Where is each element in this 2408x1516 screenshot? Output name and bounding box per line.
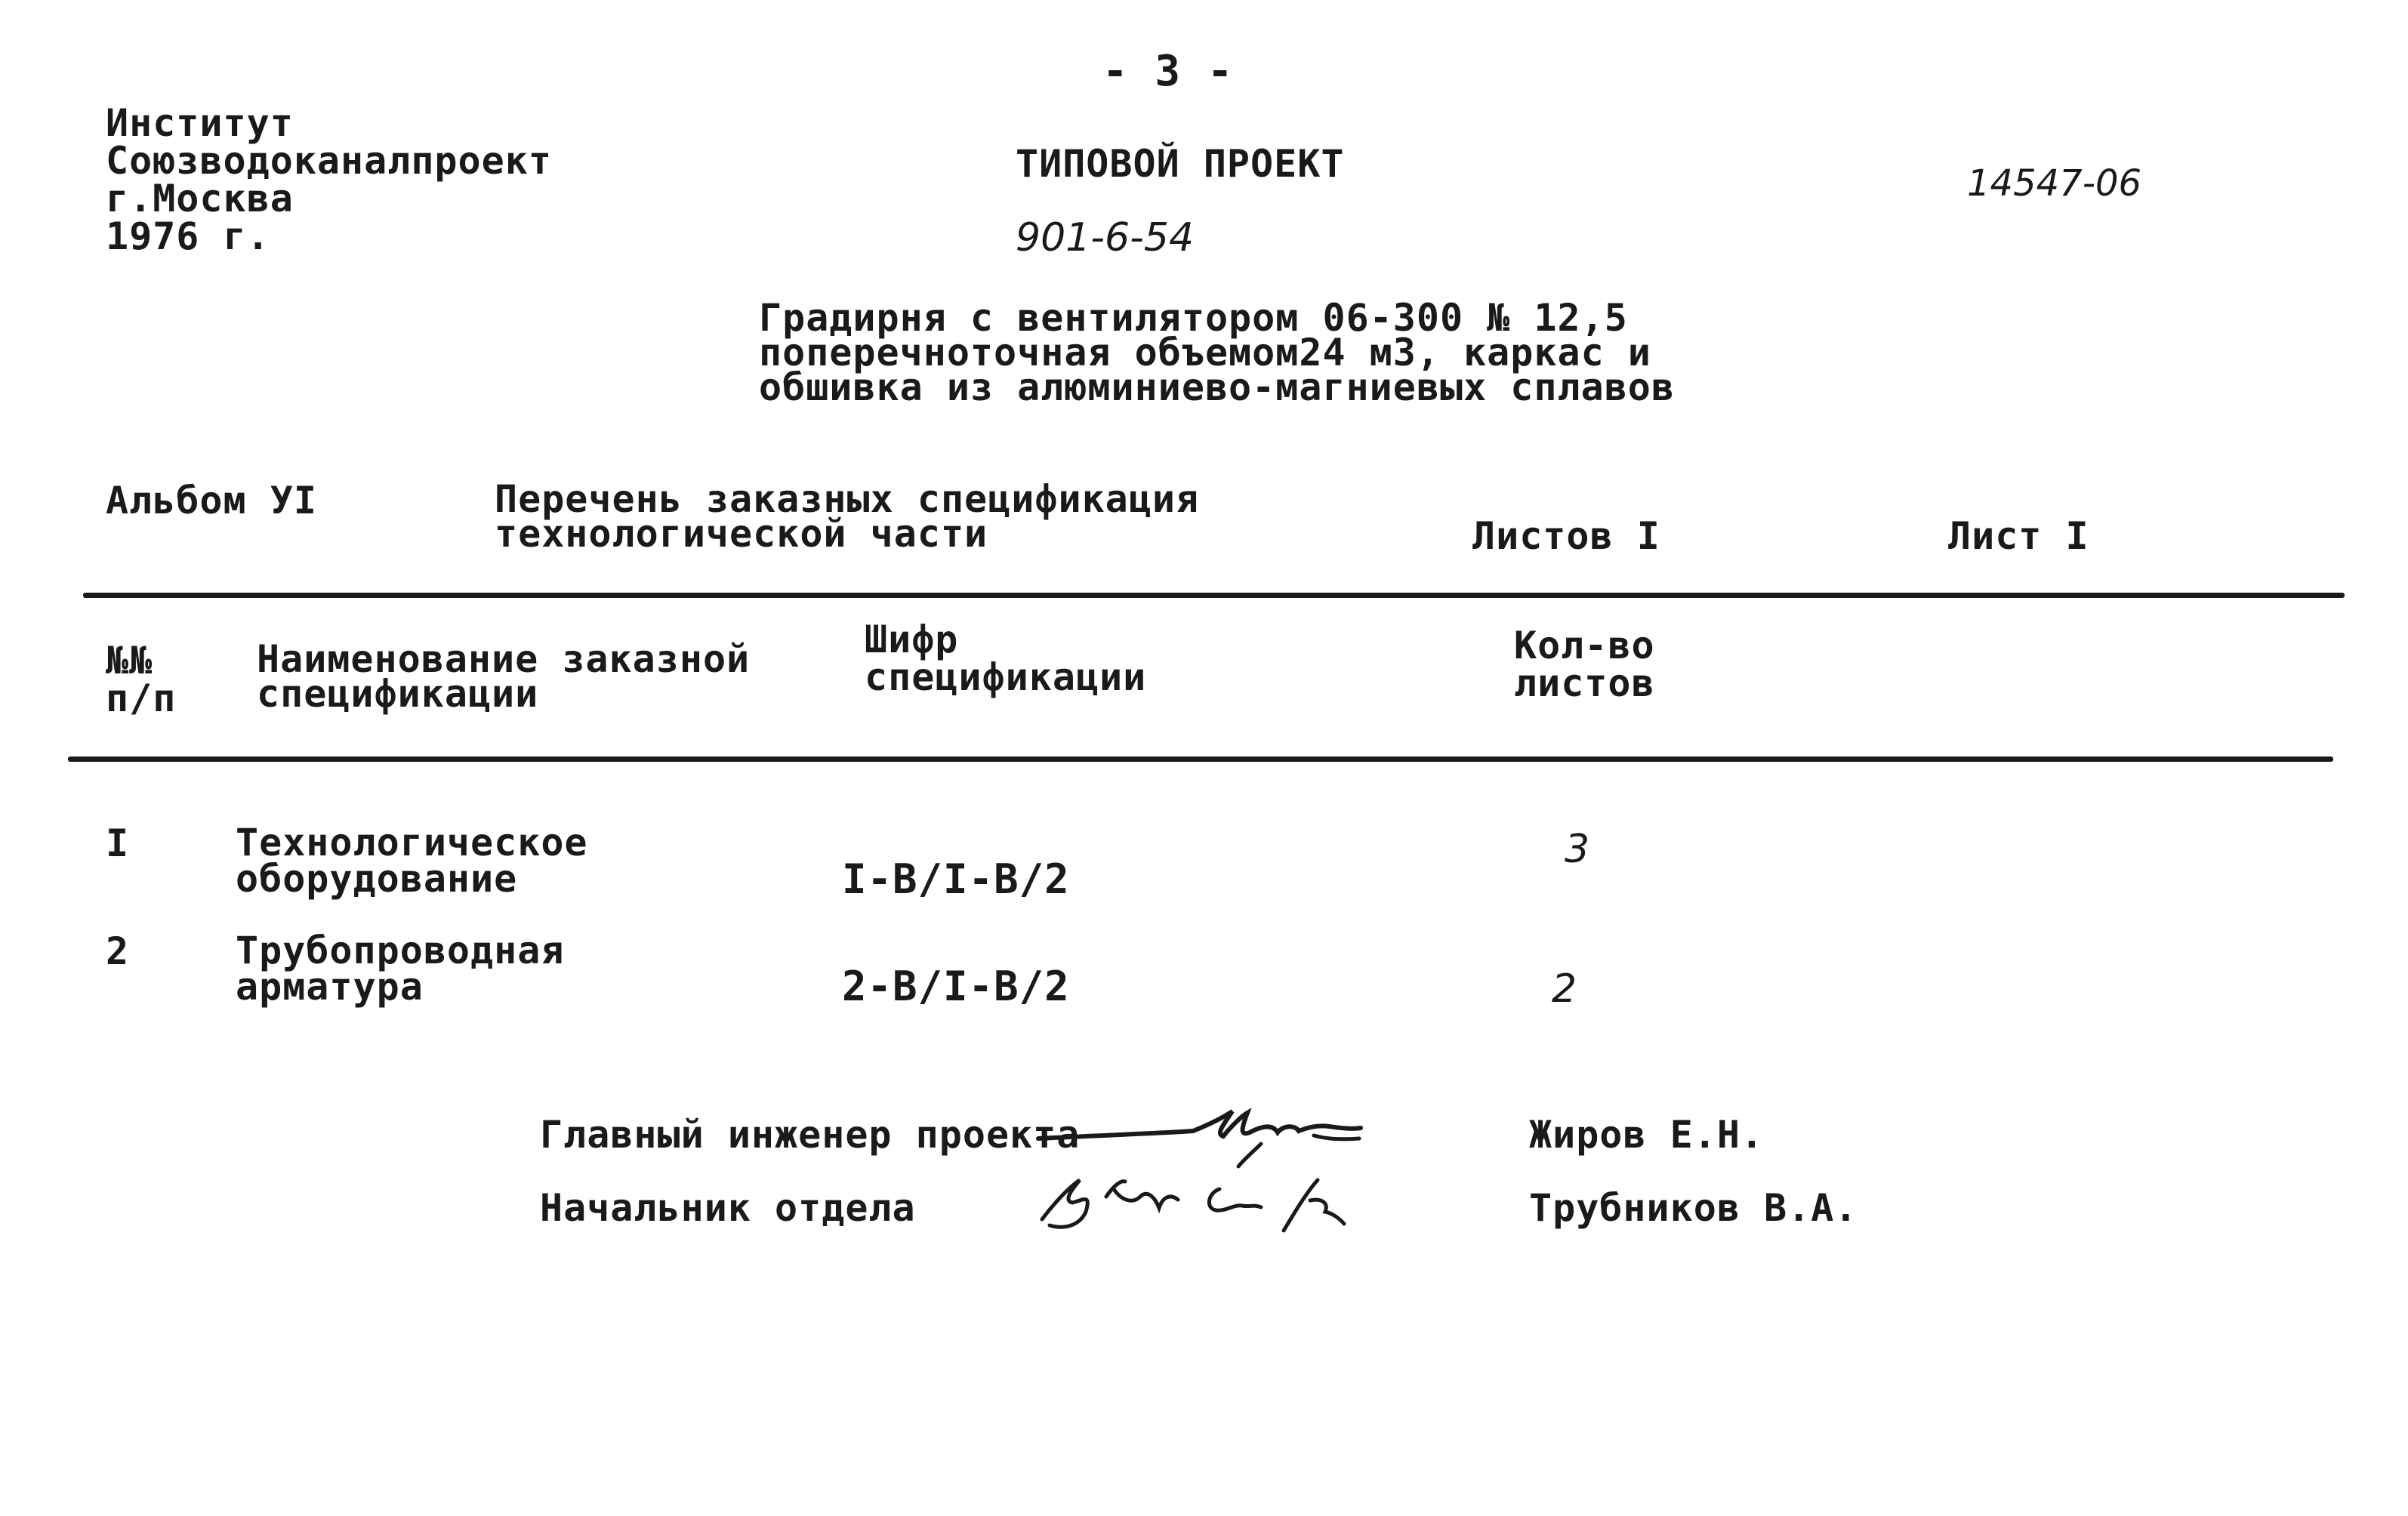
album-subject-line-2: технологической части (495, 512, 988, 556)
header-code (865, 618, 1147, 699)
sheet-number: Лист I (1948, 514, 2089, 558)
project-number: 901-6-54 (1016, 215, 1195, 260)
signature-name-chief-engineer: Жиров Е.Н. (1529, 1113, 1765, 1157)
row-2-count: 2 (1552, 966, 1577, 1012)
page-number: - 3 - (1102, 47, 1234, 96)
row-1-code: I-В/I-В/2 (842, 855, 1070, 903)
institute-block (106, 101, 552, 258)
project-label: ТИПОВОЙ ПРОЕКТ (1016, 142, 1345, 186)
sheets-total: Листов I (1472, 514, 1660, 558)
header-number-line-2: п/п (106, 676, 177, 720)
table-top-rule (83, 593, 2345, 598)
institute-line-4: 1976 г. (106, 214, 270, 258)
album-subject-line-1: Перечень заказных спецификация (495, 477, 1200, 521)
row-2-name-line-2: арматура (236, 965, 424, 1009)
row-2-name (236, 929, 565, 1009)
row-1-name-line-2: оборудование (236, 857, 518, 901)
archive-number: 14547-06 (1967, 162, 2142, 205)
header-count-line-2: листов (1514, 661, 1655, 705)
institute-line-3: г.Москва (106, 177, 294, 220)
row-2-name-line-1: Трубопроводная (236, 929, 565, 972)
institute-line-2: Союзводоканалпроект (106, 139, 552, 183)
signature-chief-engineer (1034, 1102, 1367, 1170)
signature-name-department-head: Трубников В.А. (1529, 1186, 1858, 1230)
album-subject (495, 477, 1200, 556)
title-line-1: Градирня с вентилятором 06-300 № 12,5 (759, 296, 1628, 340)
signature-role-department-head: Начальник отдела (540, 1186, 916, 1230)
header-name-line-2: спецификации (257, 672, 539, 716)
document-title (759, 296, 1675, 409)
signature-department-head (1027, 1166, 1359, 1234)
title-line-2: поперечноточная объемом24 м3, каркас и (759, 331, 1651, 374)
header-count (1514, 624, 1655, 705)
header-count-line-1: Кол-во (1514, 624, 1655, 667)
row-1-number: I (106, 821, 130, 865)
institute-line-1: Институт (106, 101, 294, 145)
header-name-line-1: Наименование заказной (257, 637, 751, 681)
row-1-name (236, 821, 588, 901)
row-2-number: 2 (106, 929, 130, 973)
album-label: Альбом УI (106, 479, 317, 522)
header-code-line-1: Шифр (865, 618, 959, 661)
row-2-code: 2-В/I-В/2 (842, 963, 1070, 1010)
header-number-line-1: №№ (106, 639, 153, 683)
header-code-line-2: спецификации (865, 655, 1147, 699)
signature-role-chief-engineer: Главный инженер проекта (540, 1113, 1081, 1157)
header-name (257, 637, 751, 716)
table-header-rule (68, 756, 2333, 762)
row-1-count: 3 (1565, 827, 1590, 872)
row-1-name-line-1: Технологическое (236, 821, 588, 864)
title-line-3: обшивка из алюминиево-магниевых сплавов (759, 365, 1675, 409)
header-number (106, 639, 177, 720)
